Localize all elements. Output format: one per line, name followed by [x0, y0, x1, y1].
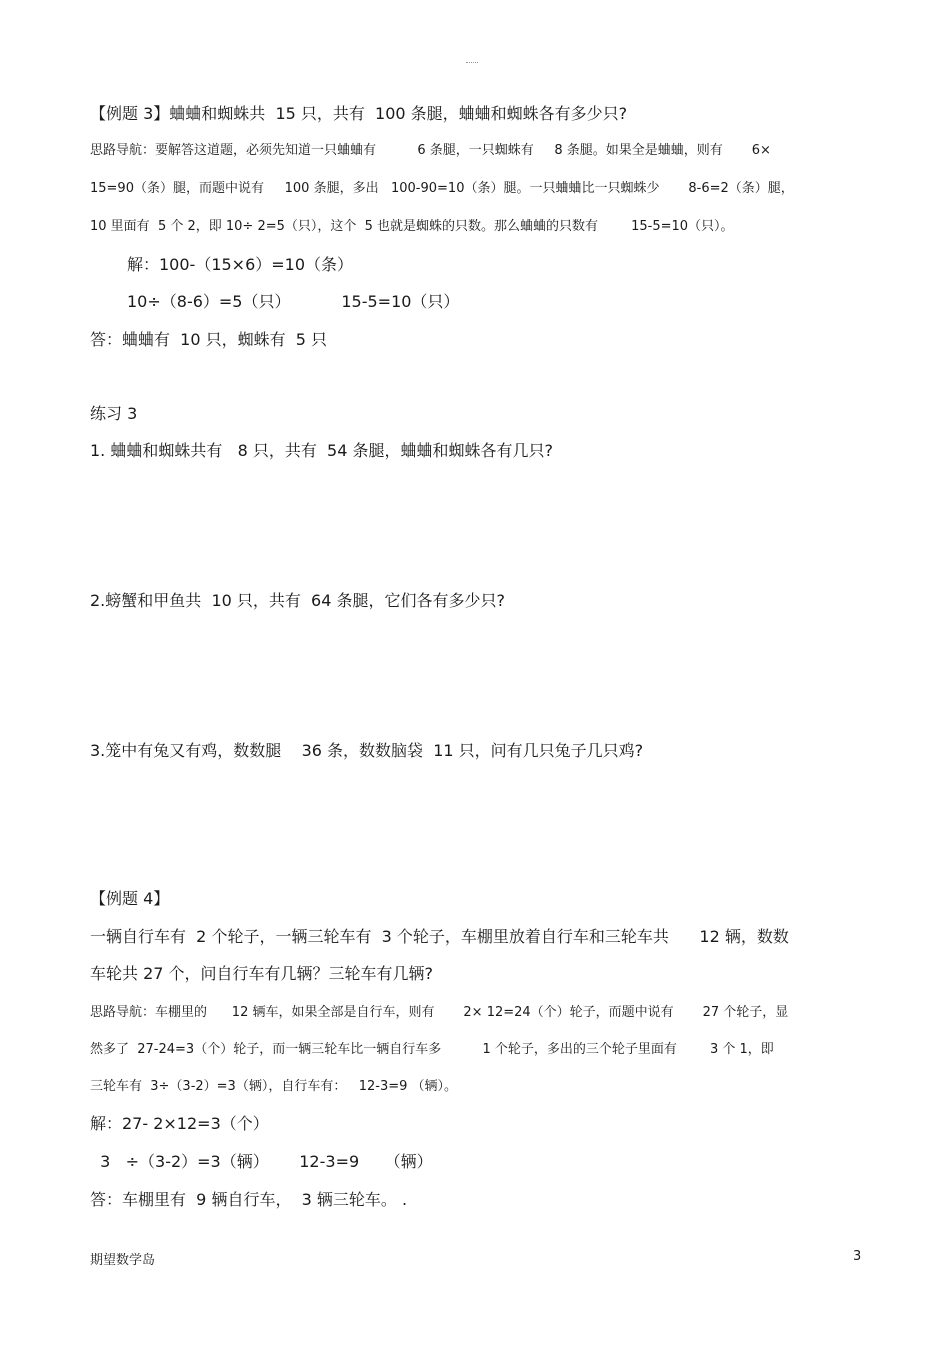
- practice3-question-1: 1. 蛐蛐和蜘蛛共有 8 只，共有 54 条腿，蛐蛐和蜘蛛各有几只?: [90, 441, 553, 460]
- example4-hint-line-2: 然多了 27-24=3（个）轮子，而一辆三轮车比一辆自行车多 1 个轮子，多出的三个轮子里面有 3 个 1，即: [90, 1042, 774, 1057]
- example3-hint-line-2: 15=90（条）腿，而题中说有 100 条腿，多出 100-90=10（条）腿。一只蛐蛐比一只蜘蛛少 8-6=2（条）腿，: [90, 181, 794, 196]
- header-mark: [466, 62, 478, 64]
- example4-solution-line-1: 解：27- 2×12=3（个）: [90, 1114, 269, 1133]
- example3-solution-line-1: 解：100-（15×6）=10（条）: [127, 255, 354, 274]
- example3-solution-line-2: 10÷（8-6）=5（只） 15-5=10（只）: [127, 292, 460, 311]
- example3-title: 【例题 3】蛐蛐和蜘蛛共 15 只，共有 100 条腿，蛐蛐和蜘蛛各有多少只?: [90, 104, 628, 123]
- practice3-question-2: 2.螃蟹和甲鱼共 10 只，共有 64 条腿，它们各有多少只?: [90, 591, 505, 610]
- example3-answer: 答：蛐蛐有 10 只，蜘蛛有 5 只: [90, 330, 328, 349]
- example4-solution-line-2: 3 ÷（3-2）=3（辆） 12-3=9 （辆）: [90, 1152, 433, 1171]
- example3-hint-line-3: 10 里面有 5 个 2，即 10÷ 2=5（只），这个 5 也就是蜘蛛的只数。那么蛐蛐的只数有 15-5=10（只）。: [90, 219, 734, 234]
- example4-hint-line-1: 思路导航：车棚里的 12 辆车，如果全部是自行车，则有 2× 12=24（个）轮子，而题中说有 27 个轮子，显: [90, 1005, 789, 1020]
- practice3-heading: 练习 3: [90, 404, 138, 423]
- footer-page-number: 3: [853, 1249, 862, 1264]
- example3-hint-line-1: 思路导航：要解答这道题，必须先知道一只蛐蛐有 6 条腿，一只蜘蛛有 8 条腿。如果全是蛐蛐，则有 6×: [90, 143, 771, 158]
- example4-problem-line-1: 一辆自行车有 2 个轮子，一辆三轮车有 3 个轮子，车棚里放着自行车和三轮车共 12 辆，数数: [90, 927, 789, 946]
- practice3-question-3: 3.笼中有兔又有鸡，数数腿 36 条，数数脑袋 11 只，问有几只兔子几只鸡?: [90, 741, 644, 760]
- example4-problem-line-2: 车轮共 27 个，问自行车有几辆？三轮车有几辆?: [90, 964, 434, 983]
- example4-answer: 答：车棚里有 9 辆自行车， 3 辆三轮车。 .: [90, 1190, 408, 1209]
- example4-title: 【例题 4】: [90, 889, 170, 908]
- footer-left: 期望数学岛: [90, 1253, 156, 1268]
- example4-hint-line-3: 三轮车有 3÷（3-2）=3（辆），自行车有： 12-3=9 （辆）。: [90, 1079, 458, 1094]
